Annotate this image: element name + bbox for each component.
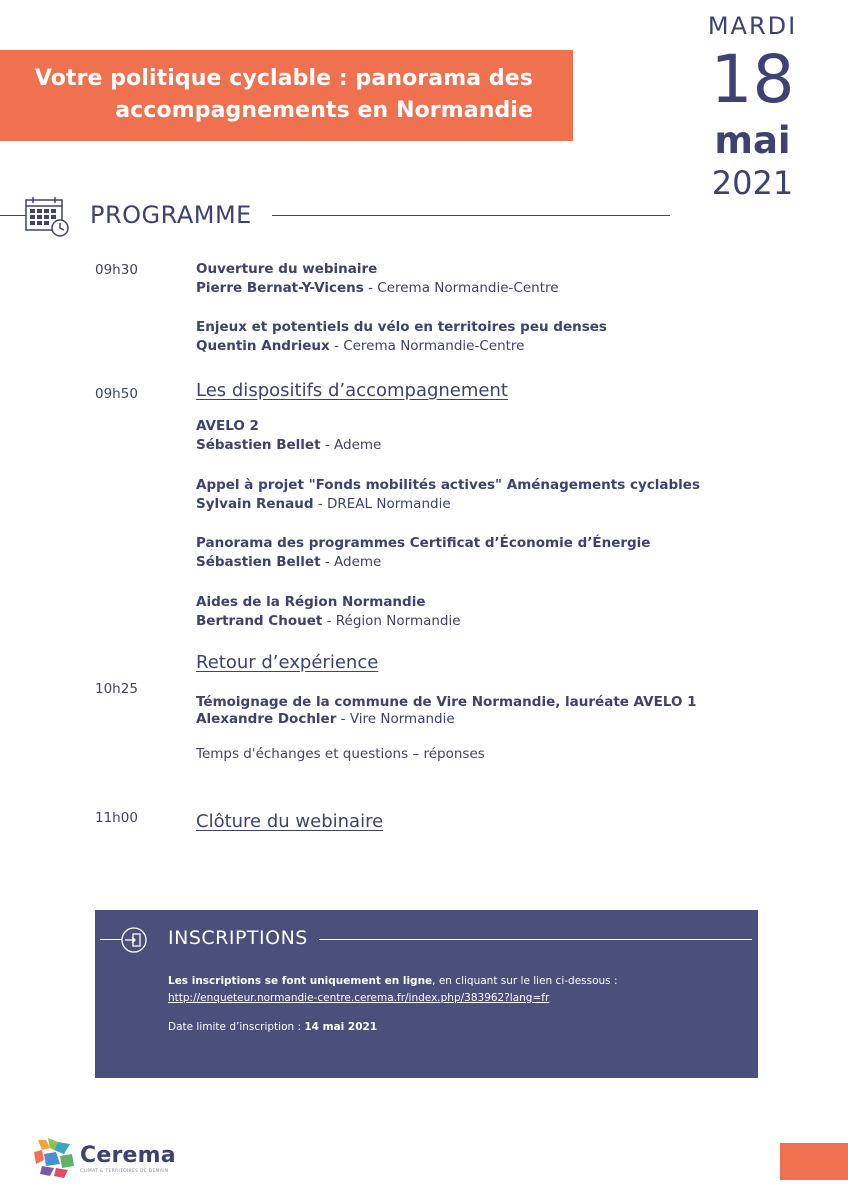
agenda-item-appel — [196, 476, 700, 514]
programme-title: PROGRAMME — [90, 201, 252, 229]
inscriptions-box — [95, 910, 758, 1078]
logo-tagline: CLIMAT & TERRITOIRES DE DEMAIN — [80, 1169, 169, 1174]
speaker-name: Sébastien Bellet — [196, 554, 321, 570]
event-date — [690, 12, 815, 202]
divider — [272, 215, 670, 216]
banner-title-line-2: accompagnements en Normandie — [115, 98, 533, 123]
divider — [0, 215, 26, 216]
divider — [319, 939, 752, 940]
item-title: Ouverture du webinaire — [196, 261, 378, 277]
instructions-bold: Les inscriptions se font uniquement en ligne — [168, 975, 433, 987]
date-year: 2021 — [711, 164, 794, 202]
title-banner — [0, 50, 573, 141]
speaker-org: - Cerema Normandie-Centre — [363, 280, 559, 296]
agenda-item-temoignage — [196, 693, 697, 729]
agenda-item-echanges: Temps d'échanges et questions – réponses — [196, 746, 485, 762]
cerema-logo-icon — [32, 1136, 78, 1182]
item-title: Témoignage de la commune de Vire Normandie, lauréate AVELO 1 — [196, 694, 697, 710]
corner-accent — [780, 1143, 848, 1180]
deadline-label: Date limite d’inscription : — [168, 1021, 305, 1033]
registration-link[interactable]: http://enqueteur.normandie-centre.cerema.fr/index.php/383962?lang=fr — [168, 992, 550, 1004]
item-title: Enjeux et potentiels du vélo en territoires peu denses — [196, 319, 607, 335]
time-slot: 09h50 — [95, 386, 138, 402]
speaker-org: - Région Normandie — [322, 613, 461, 629]
speaker-org: - Vire Normandie — [336, 711, 455, 727]
item-title: Panorama des programmes Certificat d’Économie d’Énergie — [196, 535, 651, 551]
time-slot: 10h25 — [95, 681, 138, 697]
section-title-dispositifs: Les dispositifs d’accompagnement — [196, 380, 508, 401]
speaker-name: Alexandre Dochler — [196, 711, 337, 727]
time-slot: 09h30 — [95, 262, 138, 278]
inscriptions-title: INSCRIPTIONS — [168, 927, 308, 949]
speaker-name: Sylvain Renaud — [196, 496, 314, 512]
item-title: AVELO 2 — [196, 418, 259, 434]
date-weekday: MARDI — [707, 12, 798, 40]
speaker-org: - Ademe — [320, 437, 382, 453]
agenda-item-opening — [196, 260, 559, 298]
agenda-item-enjeux — [196, 318, 607, 356]
agenda-item-aides — [196, 593, 461, 631]
agenda-item-panorama — [196, 534, 650, 572]
speaker-name: Sébastien Bellet — [196, 437, 321, 453]
instructions-rest: , en cliquant sur le lien ci-dessous : — [432, 975, 618, 987]
speaker-name: Bertrand Chouet — [196, 613, 323, 629]
speaker-org: - DREAL Normandie — [313, 496, 451, 512]
registration-deadline — [168, 1021, 377, 1033]
calendar-clock-icon — [24, 194, 72, 242]
speaker-name: Pierre Bernat-Y-Vicens — [196, 280, 364, 296]
speaker-org: - Cerema Normandie-Centre — [329, 338, 525, 354]
agenda-item-avelo — [196, 417, 381, 455]
time-slot: 11h00 — [95, 810, 138, 826]
speaker-org: - Ademe — [320, 554, 382, 570]
cerema-logo — [32, 1136, 182, 1180]
section-title-cloture: Clôture du webinaire — [196, 811, 384, 832]
banner-title-line-1: Votre politique cyclable : panorama des — [34, 66, 533, 91]
item-title: Appel à projet "Fonds mobilités actives" Aménagements cyclables — [196, 477, 701, 493]
date-day: 18 — [710, 41, 795, 118]
speaker-name: Quentin Andrieux — [196, 338, 330, 354]
logo-name: Cerema — [80, 1143, 176, 1168]
inscriptions-instructions — [168, 975, 618, 987]
deadline-value: 14 mai 2021 — [304, 1021, 378, 1033]
login-door-icon — [120, 926, 150, 958]
item-title: Aides de la Région Normandie — [196, 594, 426, 610]
section-title-retour: Retour d’expérience — [196, 652, 379, 673]
programme-header — [0, 192, 680, 238]
date-month: mai — [714, 119, 791, 162]
